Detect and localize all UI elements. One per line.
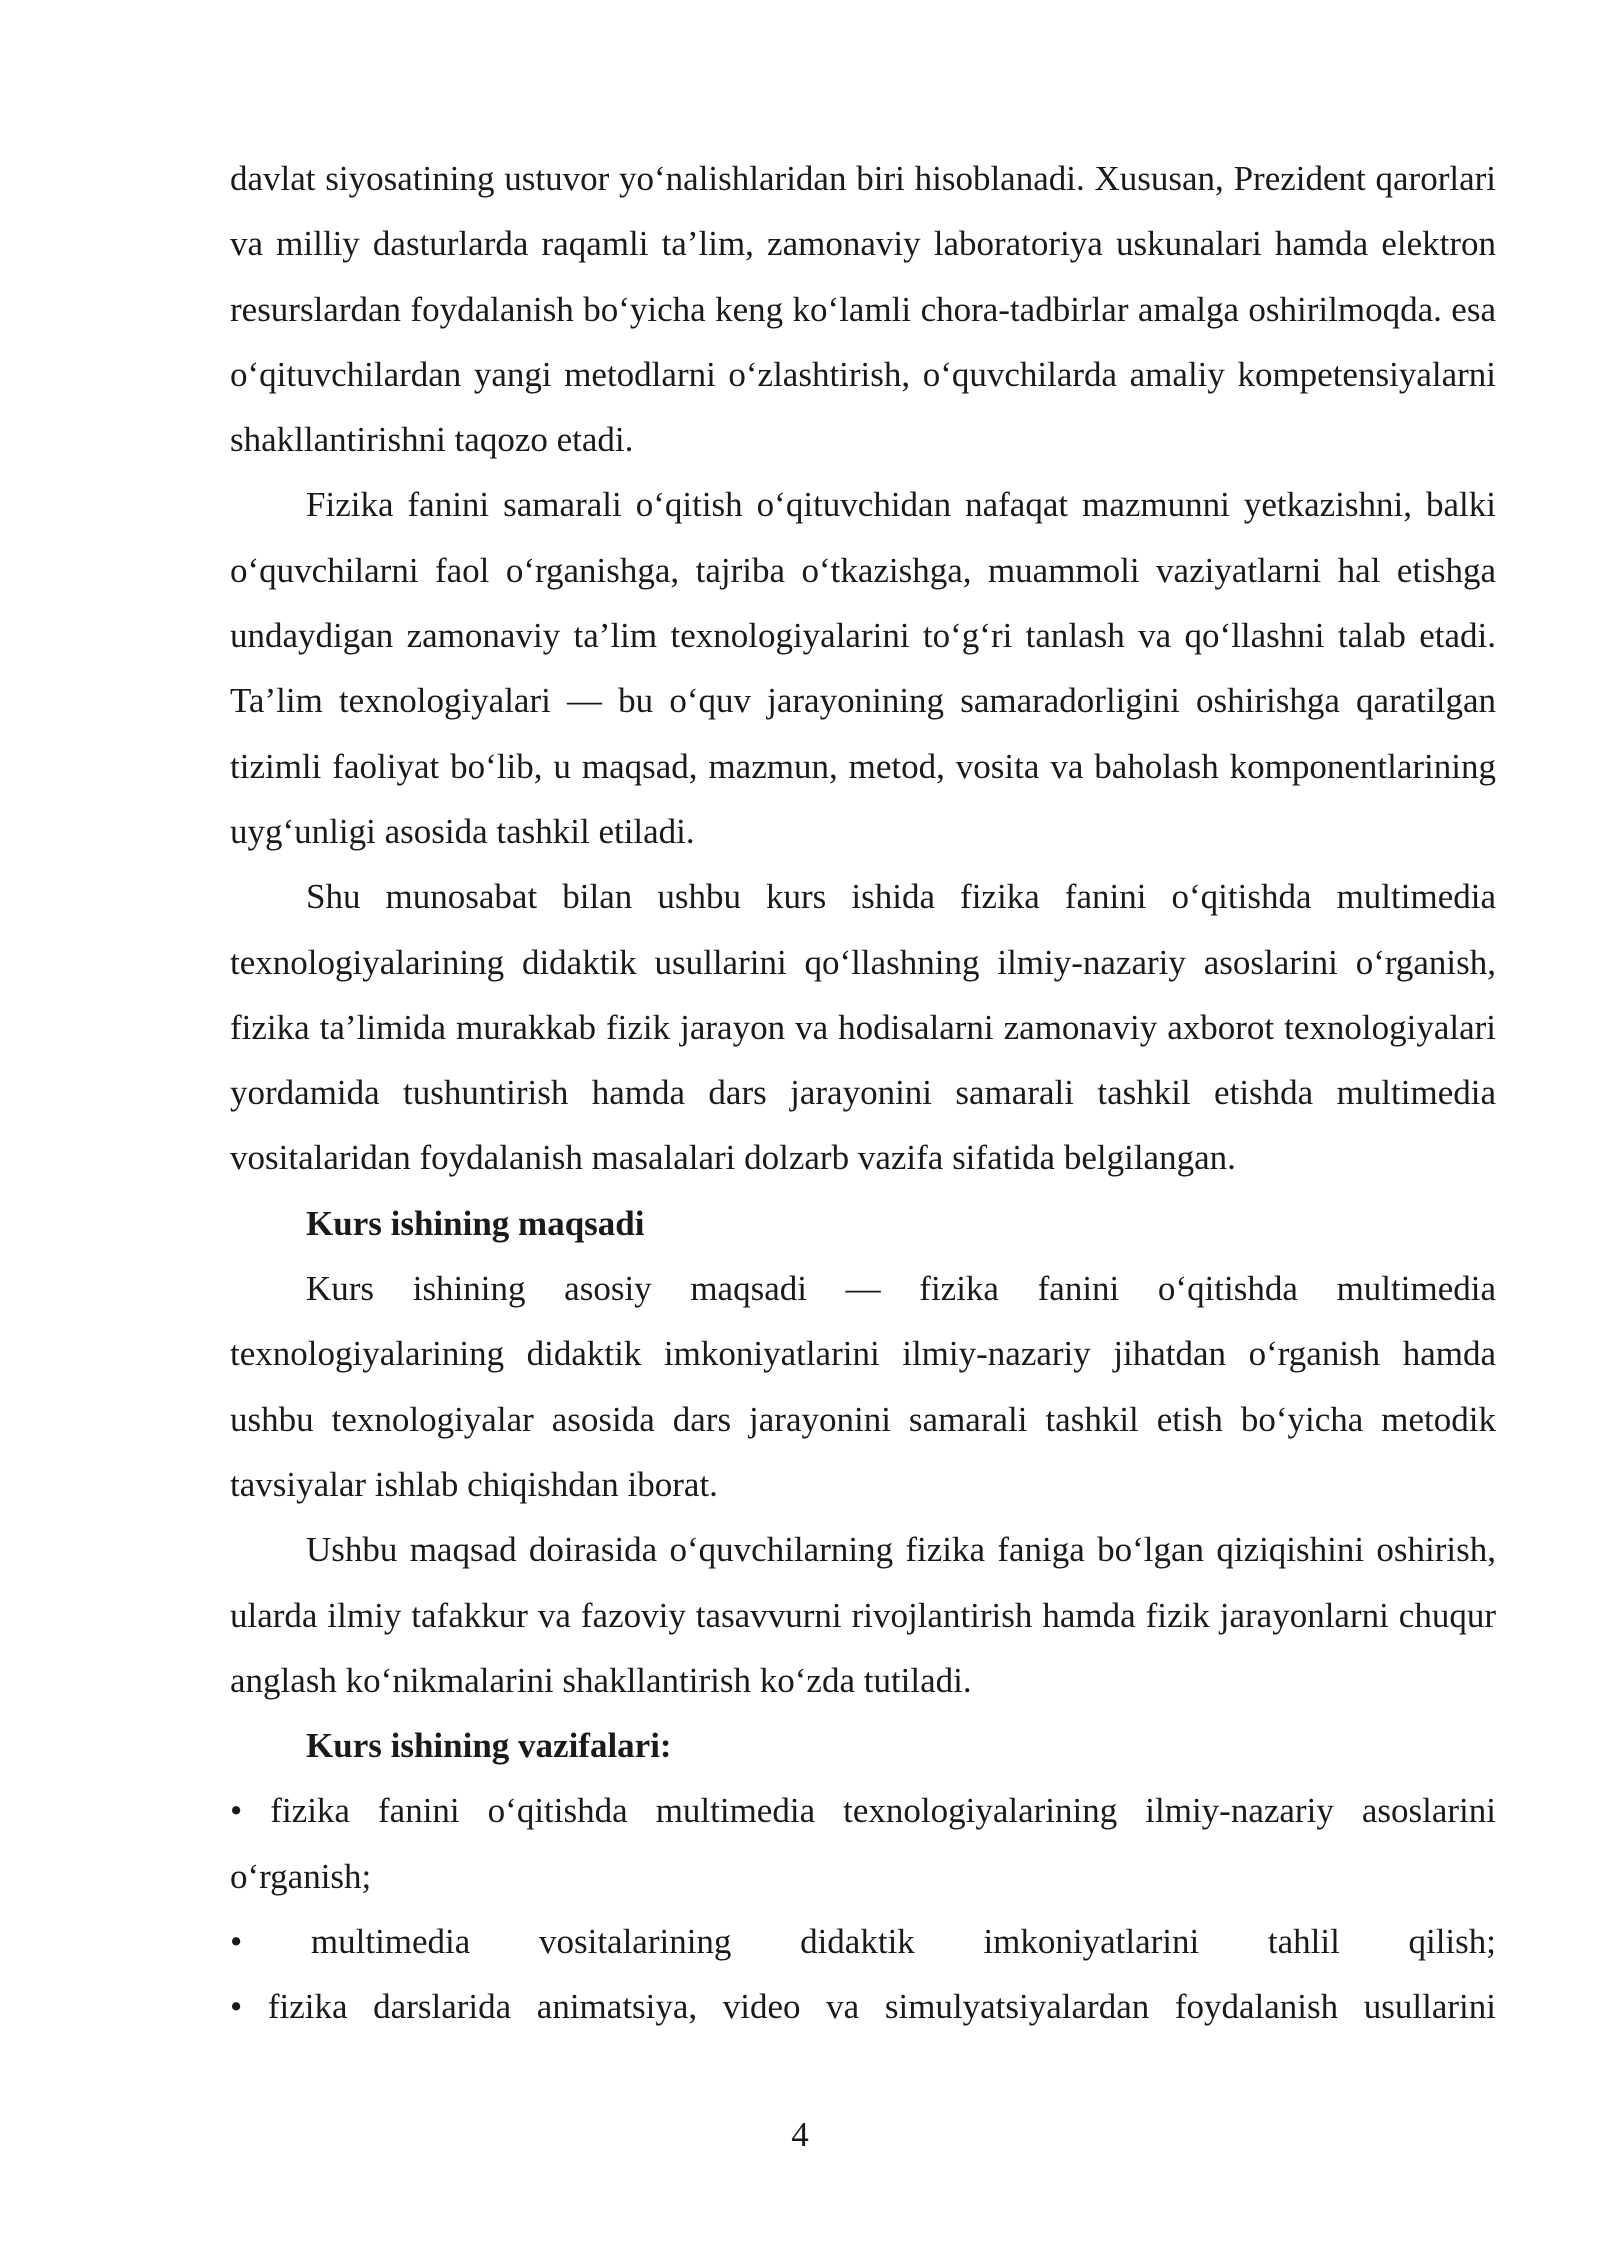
task-list-item: • fizika fanini o‘qitishda multimedia texnologiyalarining ilmiy-nazariy asoslarini o‘rganish; bbox=[230, 1791, 1496, 1896]
paragraph-goal-scope: Ushbu maqsad doirasida o‘quvchilarning fizika faniga bo‘lgan qiziqishini oshirish, ularda ilmiy tafakkur va fazoviy tasavvurni rivojlantirish hamda fizik jarayonlarni chuqur anglash ko‘nikmalarini shakllantirish ko‘zda tutiladi. bbox=[230, 1530, 1496, 1700]
paragraph-course-goal: Kurs ishining asosiy maqsadi — fizika fanini o‘qitishda multimedia texnologiyalarining didaktik imkoniyatlarini ilmiy-nazariy jihatdan o‘rganish hamda ushbu texnologiyalar asosida dars jarayonini samarali tashkil etish bo‘yicha metodik tavsiyalar ishlab chiqishdan iborat. bbox=[230, 1269, 1496, 1504]
paragraph-teaching-technologies: Fizika fanini samarali o‘qitish o‘qituvchidan nafaqat mazmunni yetkazishni, balki o‘quvchilarni faol o‘rganishga, tajriba o‘tkazishga, muammoli vaziyatlarni hal etishga undaydigan zamonaviy ta’lim texnologiyalarini to‘g‘ri tanlash va qo‘llashni talab etadi. Ta’lim texnologiyalari — bu o‘quv jarayonining samaradorligini oshirishga qaratilgan tizimli faoliyat bo‘lib, u maqsad, mazmun, metod, vosita va baholash komponentlarining uyg‘unligi asosida tashkil etiladi. bbox=[230, 485, 1496, 851]
task-list-item: • fizika darslarida animatsiya, video va simulyatsiyalardan foydalanish usullarini bbox=[230, 1987, 1496, 2027]
document-page bbox=[230, 146, 1496, 2040]
paragraph-intro-continued: davlat siyosatining ustuvor yo‘nalishlaridan biri hisoblanadi. Xususan, Prezident qarorlari va milliy dasturlarda raqamli ta’lim, zamonaviy laboratoriya uskunalari hamda elektron resurslardan foydalanish bo‘yicha keng ko‘lamli chora-tadbirlar amalga oshirilmoqda. esa o‘qituvchilardan yangi metodlarni o‘zlashtirish, o‘quvchilarda amaliy kompetensiyalarni shakllantirishni taqozo etadi. bbox=[230, 159, 1496, 460]
page-number: 4 bbox=[791, 2115, 809, 2154]
paragraph-course-relevance: Shu munosabat bilan ushbu kurs ishida fizika fanini o‘qitishda multimedia texnologiyalarining didaktik usullarini qo‘llashning ilmiy-nazariy asoslarini o‘rganish, fizika ta’limida murakkab fizik jarayon va hodisalarni zamonaviy axborot texnologiyalari yordamida tushuntirish hamda dars jarayonini samarali tashkil etishda multimedia vositalaridan foydalanish masalalari dolzarb vazifa sifatida belgilangan. bbox=[230, 877, 1496, 1178]
heading-course-goal: Kurs ishining maqsadi bbox=[306, 1203, 645, 1243]
task-list-item: • multimedia vositalarining didaktik imkoniyatlarini tahlil qilish; bbox=[230, 1922, 1496, 1962]
heading-course-tasks: Kurs ishining vazifalari: bbox=[306, 1726, 672, 1766]
